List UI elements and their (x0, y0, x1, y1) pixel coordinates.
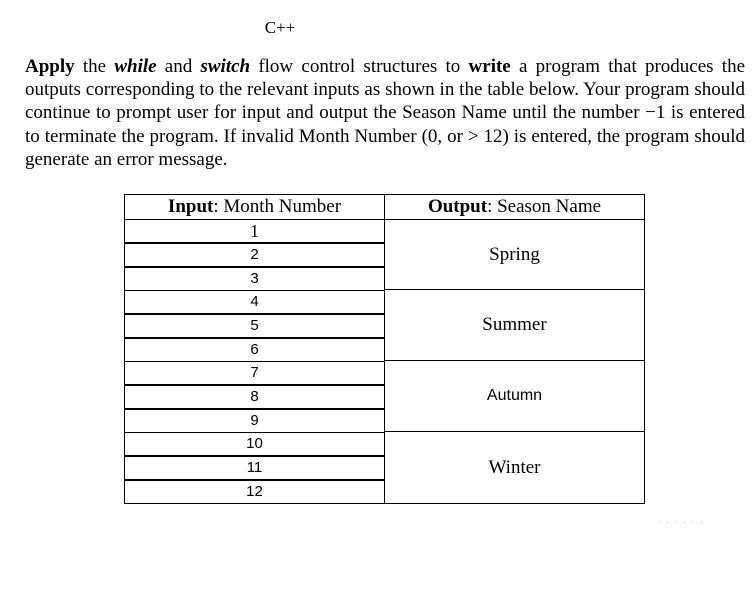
month-cell: 3 (125, 267, 384, 290)
keyword-while: while (114, 56, 157, 77)
season-cell-autumn: Autumn (384, 361, 644, 432)
month-cell: 6 (125, 338, 384, 361)
season-cell-spring: Spring (384, 220, 644, 290)
keyword-write: write (468, 56, 511, 77)
month-cell: 12 (125, 480, 384, 503)
month-cell: 10 (125, 432, 384, 456)
month-cell: 11 (125, 456, 384, 480)
statement-text: and (156, 56, 201, 77)
month-cell: 4 (125, 290, 384, 314)
autumn-months (125, 361, 384, 432)
statement-text: a program that produces the outputs corresponding to the relevant inputs as shown in the table below. Your program should continue to prompt user for input and output the Season Name until the number −1 is entered to terminate the program. If invalid Month Number (0, or > 12) is entered, the program should generate an error message. (25, 56, 746, 170)
statement-text: flow control structures to (250, 56, 469, 77)
month-cell: 5 (125, 314, 384, 338)
spring-months (125, 220, 384, 290)
winter-months (125, 432, 384, 503)
month-cell: 7 (125, 361, 384, 385)
faded-text: . . . . . . (658, 516, 705, 525)
page-title: C++ (264, 18, 296, 37)
season-cell-winter: Winter (384, 432, 644, 503)
keyword-switch: switch (200, 56, 251, 77)
month-cell: 9 (125, 409, 384, 432)
month-cell: 8 (125, 385, 384, 409)
problem-statement (25, 55, 745, 171)
month-cell: 2 (125, 243, 384, 267)
summer-months (125, 290, 384, 361)
season-cell-summer: Summer (384, 290, 644, 361)
output-column-header: Output: Season Name (384, 195, 644, 220)
season-table (124, 194, 645, 504)
keyword-apply: Apply (25, 56, 75, 77)
month-cell: 1 (125, 220, 384, 243)
statement-text: the (74, 56, 115, 77)
input-column-header: Input: Month Number (125, 195, 384, 220)
